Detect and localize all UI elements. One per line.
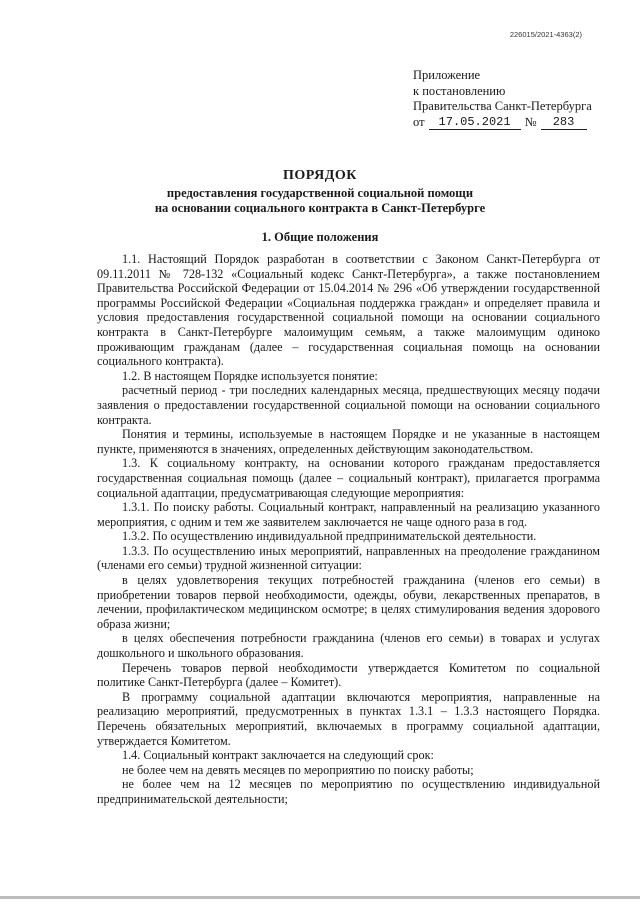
appendix-resolution: к постановлению (413, 83, 506, 98)
date-value: 17.05.2021 (429, 116, 521, 130)
appendix-label: Приложение (413, 68, 481, 82)
paragraph: В программу социальной адаптации включаются мероприятия, направленные на реализацию мероприятий, предусмотренных в пунктах 1.3.1 – 1.3.3 настоящего Порядка. Перечень обязательных мероприятий, включаемых в программу социальной адаптации, утверждается Комитетом. (97, 689, 600, 748)
appendix-government: Правительства Санкт-Петербурга (413, 99, 592, 113)
document-title-block (0, 166, 640, 216)
paragraph: 1.3. К социальному контракту, на основании которого гражданам предоставляется государственная социальная помощь (далее – социальный контракт), прилагается программа социальной адаптации, предусматривающая следующие мероприятия: (97, 456, 600, 500)
paragraph: 1.3.1. По поиску работы. Социальный контракт, направленный на реализацию указанного мероприятия, с одним и тем же заявителем заключается не чаще одного раза в год. (97, 500, 600, 529)
paragraph: расчетный период - три последних календарных месяца, предшествующих месяцу подачи заявления о предоставлении государственной социальной помощи на основании социального контракта. (97, 383, 600, 427)
document-number: 226015/2021-4363(2) (509, 30, 582, 39)
paragraph: 1.3.3. По осуществлению иных мероприятий, направленных на преодоление гражданином (членами его семьи) трудной жизненной ситуации: (97, 543, 600, 573)
number-prefix: № (524, 114, 537, 129)
paragraph: Понятия и термины, используемые в настоящем Порядке и не указанные в настоящем пункте, применяются в значениях, определенных действующим законодательством. (97, 427, 600, 456)
appendix-date-line (413, 115, 592, 131)
document-subtitle-2: на основании социального контракта в Санкт-Петербурге (154, 201, 486, 215)
date-prefix: от (413, 114, 425, 129)
scan-edge-divider (0, 896, 640, 899)
paragraph: в целях обеспечения потребности гражданина (членов его семьи) в товарах и услугах дошкольного и школьного образования. (97, 631, 600, 661)
number-value: 283 (541, 116, 587, 130)
paragraph: не более чем на девять месяцев по мероприятию по поиску работы; (122, 762, 474, 777)
appendix-block (413, 68, 592, 130)
paragraph: 1.1. Настоящий Порядок разработан в соответствии с Законом Санкт-Петербурга от 09.11.2011 № 728-132 «Социальный кодекс Санкт-Петербурга», а также постановлением Правительства Российской Федерации от 15.04.2014 № 296 «Об утверждении государственной программы Российской Федерации «Социальная поддержка граждан» и определяет правила и условия предоставления государственной социальной помощи на основании социального контракта в Санкт-Петербурге малоимущим семьям, а также малоимущим одиноко проживающим гражданам (далее – государственная социальная помощь на основании социального контракта). (97, 252, 600, 369)
section-heading: 1. Общие положения (261, 230, 379, 244)
paragraph: в целях удовлетворения текущих потребностей гражданина (членов его семьи) в приобретении товаров первой необходимости, одежды, обуви, лекарственных препаратов, в лечении, профилактическом медицинском осмотре; в целях стимулирования ведения здорового образа жизни; (97, 573, 600, 631)
paragraph: 1.2. В настоящем Порядке используется понятие: (122, 368, 378, 383)
paragraph: 1.3.2. По осуществлению индивидуальной предпринимательской деятельности. (122, 529, 537, 544)
document-subtitle-1: предоставления государственной социальной помощи (166, 186, 474, 200)
paragraph: не более чем на 12 месяцев по мероприятию по осуществлению индивидуальной предпринимательской деятельности; (97, 777, 600, 806)
document-body (97, 252, 600, 807)
paragraph: Перечень товаров первой необходимости утверждается Комитетом по социальной политике Санкт-Петербурга (далее – Комитет). (97, 660, 600, 690)
paragraph: 1.4. Социальный контракт заключается на следующий срок: (122, 748, 434, 763)
document-title: ПОРЯДОК (283, 168, 357, 183)
